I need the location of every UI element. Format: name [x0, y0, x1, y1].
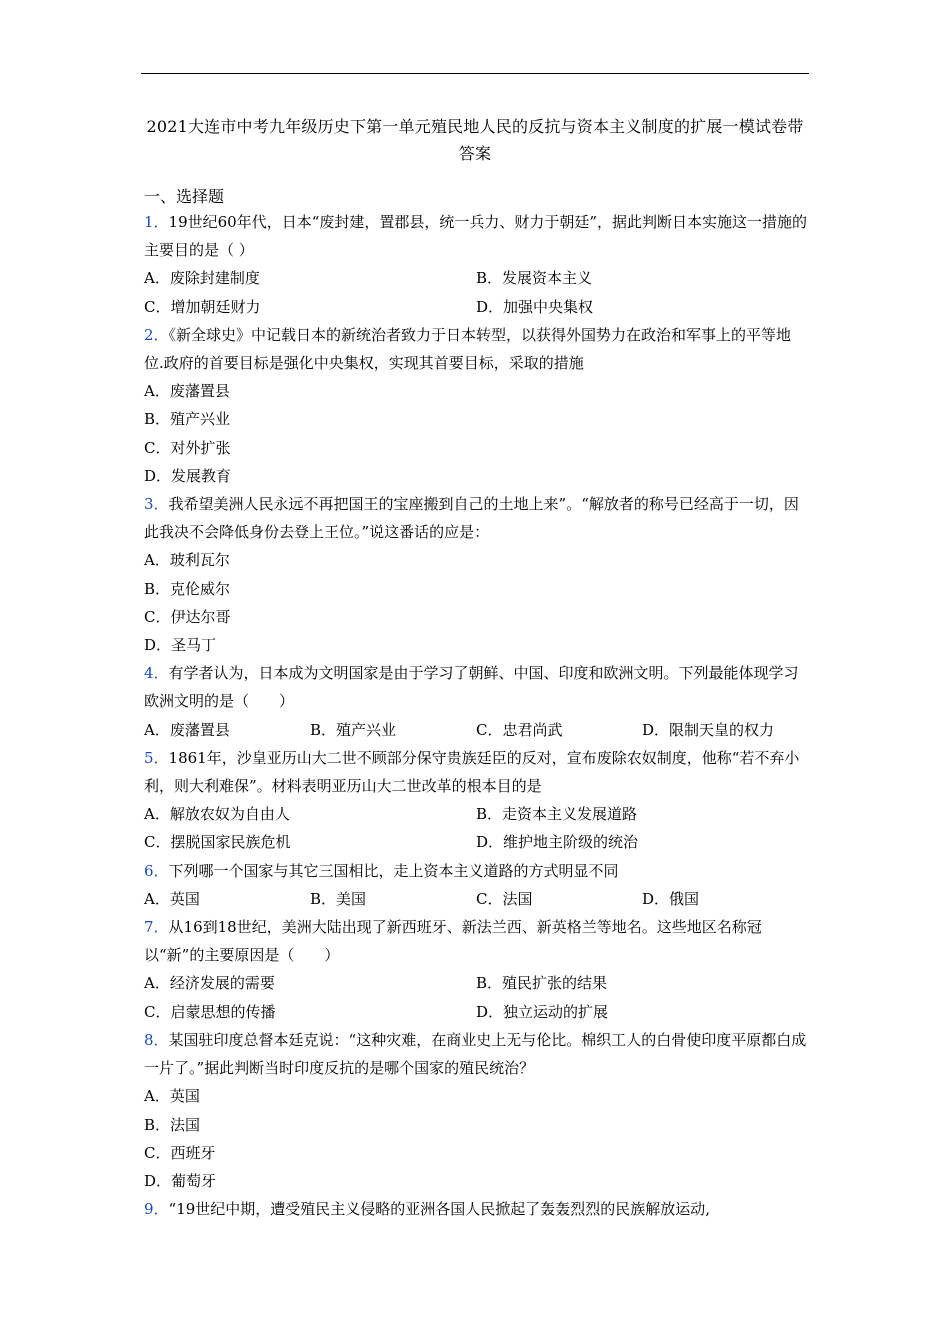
- answer-option: A．英国: [144, 889, 200, 908]
- answer-option: A．废藩置县: [144, 720, 230, 739]
- question-text: 有学者认为，日本成为文明国家是由于学习了朝鲜、中国、印度和欧洲文明。下列最能体现学习欧洲文明的是（ ）: [144, 664, 799, 711]
- answer-option: B．克伦威尔: [144, 579, 231, 598]
- answer-option: C．法国: [476, 889, 533, 908]
- question-number: 4．: [144, 664, 169, 683]
- answer-option: C．对外扩张: [144, 438, 231, 457]
- question-item: [144, 659, 808, 744]
- answer-option: D．加强中央集权: [476, 297, 594, 316]
- question-text: “19世纪中期，遭受殖民主义侵略的亚洲各国人民掀起了轰轰烈烈的民族解放运动,: [168, 1200, 711, 1219]
- question-stem: [144, 913, 808, 969]
- option-row: [144, 264, 808, 292]
- answer-option: D．限制天皇的权力: [642, 720, 775, 739]
- answer-option: C．伊达尔哥: [144, 607, 231, 626]
- answer-option: A．废除封建制度: [144, 269, 260, 288]
- question-number: 3．: [144, 495, 169, 514]
- question-number: 6．: [144, 861, 169, 880]
- header-rule: [141, 73, 809, 74]
- question-item: [144, 208, 808, 321]
- answer-option: B．殖民扩张的结果: [476, 974, 608, 993]
- question-number: 9．: [144, 1200, 169, 1219]
- option-row: [144, 828, 808, 856]
- answer-option: D．俄国: [642, 889, 700, 908]
- answer-option: B．法国: [144, 1115, 201, 1134]
- answer-option: D．圣马丁: [144, 636, 217, 655]
- question-number: 1．: [144, 213, 169, 231]
- option-row: [144, 998, 808, 1026]
- option-row: [144, 716, 808, 744]
- question-list: [144, 208, 808, 1223]
- question-number: 5．: [144, 748, 169, 767]
- question-number: 7．: [144, 918, 169, 937]
- answer-option: C．忠君尚武: [476, 720, 563, 739]
- question-text: 19世纪60年代，日本“废封建，置郡县，统一兵力、财力于朝廷”，据此判断日本实施这一措施的主要目的是（ ）: [144, 213, 808, 260]
- question-text: 《新全球史》中记载日本的新统治者致力于日本转型，以获得外国势力在政治和军事上的平等地位.政府的首要目标是强化中央集权，实现其首要目标，采取的措施: [144, 325, 792, 373]
- question-text: 我希望美洲人民永远不再把国王的宝座搬到自己的土地上来”。“解放者的称号已经高于一切，因此我决不会降低身份去登上王位。”说这番话的应是：: [144, 495, 799, 542]
- answer-option: D．葡萄牙: [144, 1171, 217, 1190]
- question-item: [144, 857, 808, 913]
- section-heading: 一、选择题: [144, 187, 225, 206]
- question-item: [144, 744, 808, 857]
- answer-option: C．摆脱国家民族危机: [144, 833, 291, 852]
- question-stem: [144, 490, 808, 546]
- question-item: [144, 321, 808, 490]
- question-number: 2．: [144, 325, 169, 344]
- answer-option: C．增加朝廷财力: [144, 297, 261, 316]
- answer-option: B．殖产兴业: [310, 720, 397, 739]
- answer-option: A．玻利瓦尔: [144, 551, 230, 570]
- answer-option: A．英国: [144, 1087, 200, 1106]
- answer-option: B．殖产兴业: [144, 410, 231, 429]
- answer-option: D．独立运动的扩展: [476, 1002, 609, 1021]
- answer-option: C．西班牙: [144, 1143, 216, 1162]
- question-item: [144, 913, 808, 1026]
- answer-option: A．废藩置县: [144, 382, 230, 401]
- question-text: 从16到18世纪，美洲大陆出现了新西班牙、新法兰西、新英格兰等地名。这些地区名称冠以“新”的主要原因是（ ）: [144, 918, 762, 965]
- option-row: [144, 969, 808, 997]
- question-text: 下列哪一个国家与其它三国相比，走上资本主义道路的方式明显不同: [168, 861, 619, 880]
- answer-option: D．维护地主阶级的统治: [476, 833, 639, 852]
- question-item: [144, 1026, 808, 1195]
- question-stem: [144, 1026, 808, 1082]
- option-row: [144, 885, 808, 913]
- question-stem: [144, 744, 808, 800]
- answer-option: B．发展资本主义: [476, 269, 593, 288]
- question-text: 某国驻印度总督本廷克说：“这种灾难，在商业史上无与伦比。棉织工人的白骨使印度平原都白成一片了。”据此判断当时印度反抗的是哪个国家的殖民统治？: [144, 1030, 807, 1078]
- question-number: 8．: [144, 1030, 169, 1049]
- answer-option: B．美国: [310, 889, 367, 908]
- question-stem: [144, 659, 808, 715]
- question-stem: [144, 857, 808, 885]
- answer-option: D．发展教育: [144, 466, 232, 485]
- option-row: [144, 293, 808, 321]
- question-item: [144, 1195, 808, 1223]
- answer-option: A．解放农奴为自由人: [144, 805, 290, 824]
- option-row: [144, 800, 808, 828]
- document-title: 2021大连市中考九年级历史下第一单元殖民地人民的反抗与资本主义制度的扩展一模试卷带答案: [146, 117, 804, 163]
- answer-option: C．启蒙思想的传播: [144, 1002, 276, 1021]
- question-stem: [144, 321, 808, 377]
- question-item: [144, 490, 808, 659]
- question-stem: [144, 208, 808, 264]
- question-stem: [144, 1195, 808, 1223]
- answer-option: B．走资本主义发展道路: [476, 805, 638, 824]
- question-text: 1861年，沙皇亚历山大二世不顾部分保守贵族廷臣的反对，宣布废除农奴制度，他称“若不弃小利，则大利难保”。材料表明亚历山大二世改革的根本目的是: [144, 748, 800, 796]
- answer-option: A．经济发展的需要: [144, 974, 275, 993]
